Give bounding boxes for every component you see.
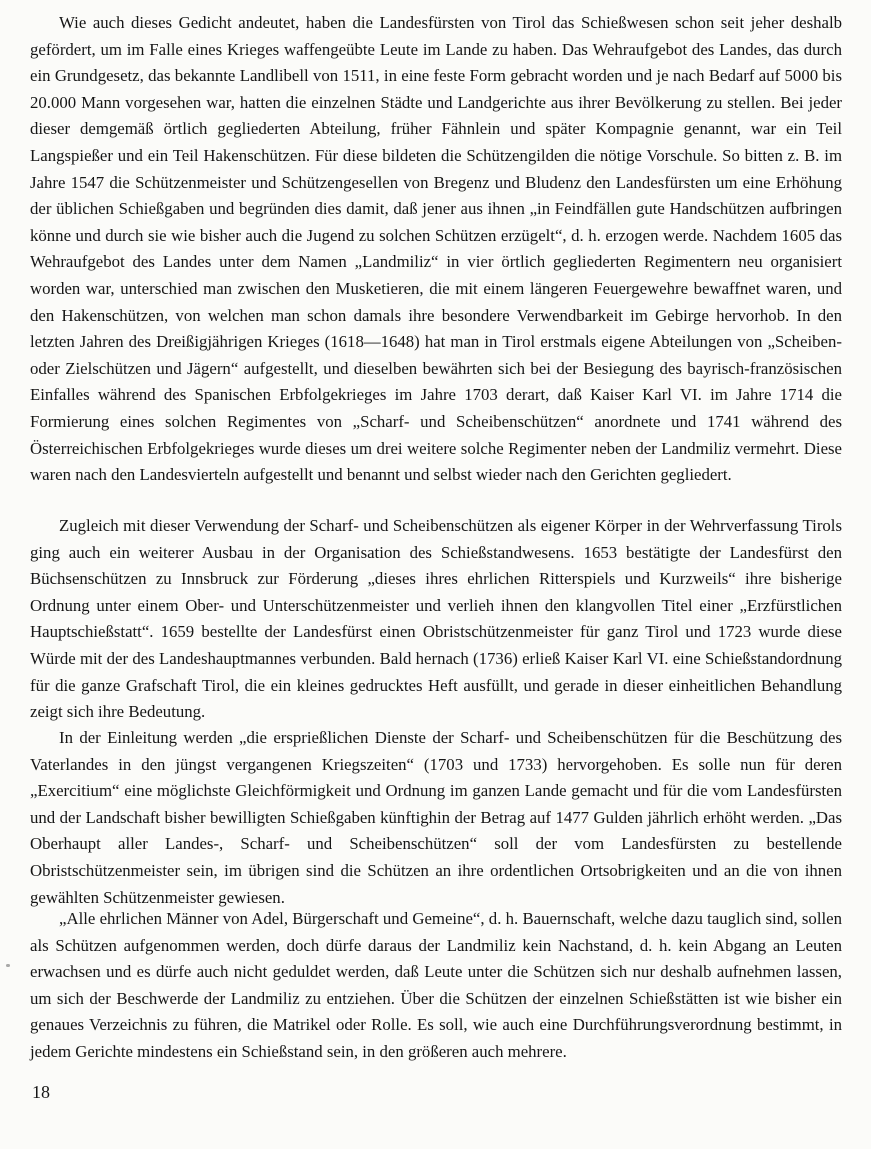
paragraph-4: [30, 906, 842, 1066]
paragraph-4-text: „Alle ehrlichen Männer von Adel, Bürgerschaft und Gemeine“, d. h. Bauernschaft, welche dazu tauglich sind, sollen als Schützen aufgenommen werden, doch dürfe daraus der Landmiliz kein Nachstand, d. h. kein Abgang an Leuten erwachsen und es dürfe auch nicht geduldet werden, daß Leute unter die Schützen sich nur deshalb aufnehmen lassen, um sich der Beschwerde der Landmiliz zu entziehen. Über die Schützen der einzelnen Schießstätten ist wie bisher ein genaues Verzeichnis zu führen, die Matrikel oder Rolle. Es soll, wie auch eine Durchführungsverordnung bestimmt, in jedem Gerichte mindestens ein Schießstand sein, in den größeren auch mehrere.: [30, 909, 842, 1061]
paragraph-1: [30, 10, 842, 489]
paragraph-2-text: Zugleich mit dieser Verwendung der Scharf- und Scheibenschützen als eigener Körper in der Wehrverfassung Tirols ging auch ein weiterer Ausbau in der Organisation des Schießstandwesens. 1653 bestätigte der Landesfürst den Büchsenschützen zu Innsbruck zur Förderung „dieses ihres ehrlichen Ritterspiels und Kurzweils“ ihre bisherige Ordnung unter einem Ober- und Unterschützenmeister und verlieh ihnen den klangvollen Titel einer „Erzfürstlichen Hauptschießstatt“. 1659 bestellte der Landesfürst einen Obristschützenmeister für ganz Tirol und 1723 wurde diese Würde mit der des Landeshauptmannes verbunden. Bald hernach (1736) erließ Kaiser Karl VI. eine Schießstandordnung für die ganze Grafschaft Tirol, die ein kleines gedrucktes Heft ausfüllt, und gerade in dieser einheitlichen Behandlung zeigt sich ihre Bedeutung.: [30, 516, 842, 722]
paragraph-2: [30, 513, 842, 726]
page-number: 18: [32, 1082, 50, 1102]
paragraph-3-text: In der Einleitung werden „die ersprießlichen Dienste der Scharf- und Scheibenschützen für die Beschützung des Vaterlandes in den jüngst vergangenen Kriegszeiten“ (1703 und 1733) hervorgehoben. Es solle nun für deren „Exercitium“ eine möglichste Gleichförmigkeit und Ordnung im ganzen Lande gemacht und für die vom Landesfürsten und der Landschaft bisher bewilligten Schießgaben künftighin der Betrag auf 1477 Gulden jährlich erhöht werden. „Das Oberhaupt aller Landes-, Scharf- und Scheibenschützen“ soll der vom Landesfürsten zu bestellende Obristschützenmeister sein, im übrigen sind die Schützen an ihre ordentlichen Ortsobrigkeiten und an die von ihnen gewählten Schützenmeister gewiesen.: [30, 728, 842, 907]
paragraph-1-text: Wie auch dieses Gedicht andeutet, haben die Landesfürsten von Tirol das Schießwesen schon seit jeher deshalb gefördert, um im Falle eines Krieges waffengeübte Leute im Lande zu haben. Das Wehraufgebot des Landes, das durch ein Grundgesetz, das bekannte Landlibell von 1511, in eine feste Form gebracht worden und je nach Bedarf auf 5000 bis 20.000 Mann vorgesehen war, hatten die einzelnen Städte und Landgerichte aus ihrer Bevölkerung zu stellen. Bei jeder dieser demgemäß örtlich gegliederten Abteilung, früher Fähnlein und später Kompagnie genannt, war ein Teil Langspießer und ein Teil Hakenschützen. Für diese bildeten die Schützengilden die nötige Vorschule. So bitten z. B. im Jahre 1547 die Schützenmeister und Schützengesellen von Bregenz und Bludenz den Landesfürsten um eine Erhöhung der üblichen Schießgaben und begründen dies damit, daß jener aus ihnen „in Feindfällen gute Handschützen aufbringen könne und durch sie wie bisher auch die Jugend zu solchen Schützen erzügelt“, d. h. erzogen werde. Nachdem 1605 das Wehraufgebot des Landes unter dem Namen „Landmiliz“ in vier örtlich gegliederten Regimentern neu organisiert worden war, unterschied man zwischen den Musketieren, die mit einem längeren Feuergewehre bewaffnet waren, und den Hakenschützen, von welchen man schon damals ihre besondere Verwendbarkeit im Gebirge hervorhob. In den letzten Jahren des Dreißigjährigen Krieges (1618—1648) hat man in Tirol erstmals eigene Abteilungen von „Scheiben- oder Zielschützen und Jägern“ aufgestellt, und dieselben bewährten sich bei der Besiegung des bayrisch-französischen Einfalles während des Spanischen Erbfolgekrieges im Jahre 1703 derart, daß Kaiser Karl VI. im Jahre 1714 die Formierung eines solchen Regimentes von „Scharf- und Scheibenschützen“ anordnete und 1741 während des Österreichischen Erbfolgekrieges wurde dieses um drei weitere solche Regimenter neben der Landmiliz vermehrt. Diese waren nach den Landesvierteln aufgestellt und benannt und selbst wieder nach den Gerichten gegliedert.: [30, 13, 842, 485]
paragraph-3: [30, 725, 842, 911]
margin-speck: [6, 964, 10, 967]
